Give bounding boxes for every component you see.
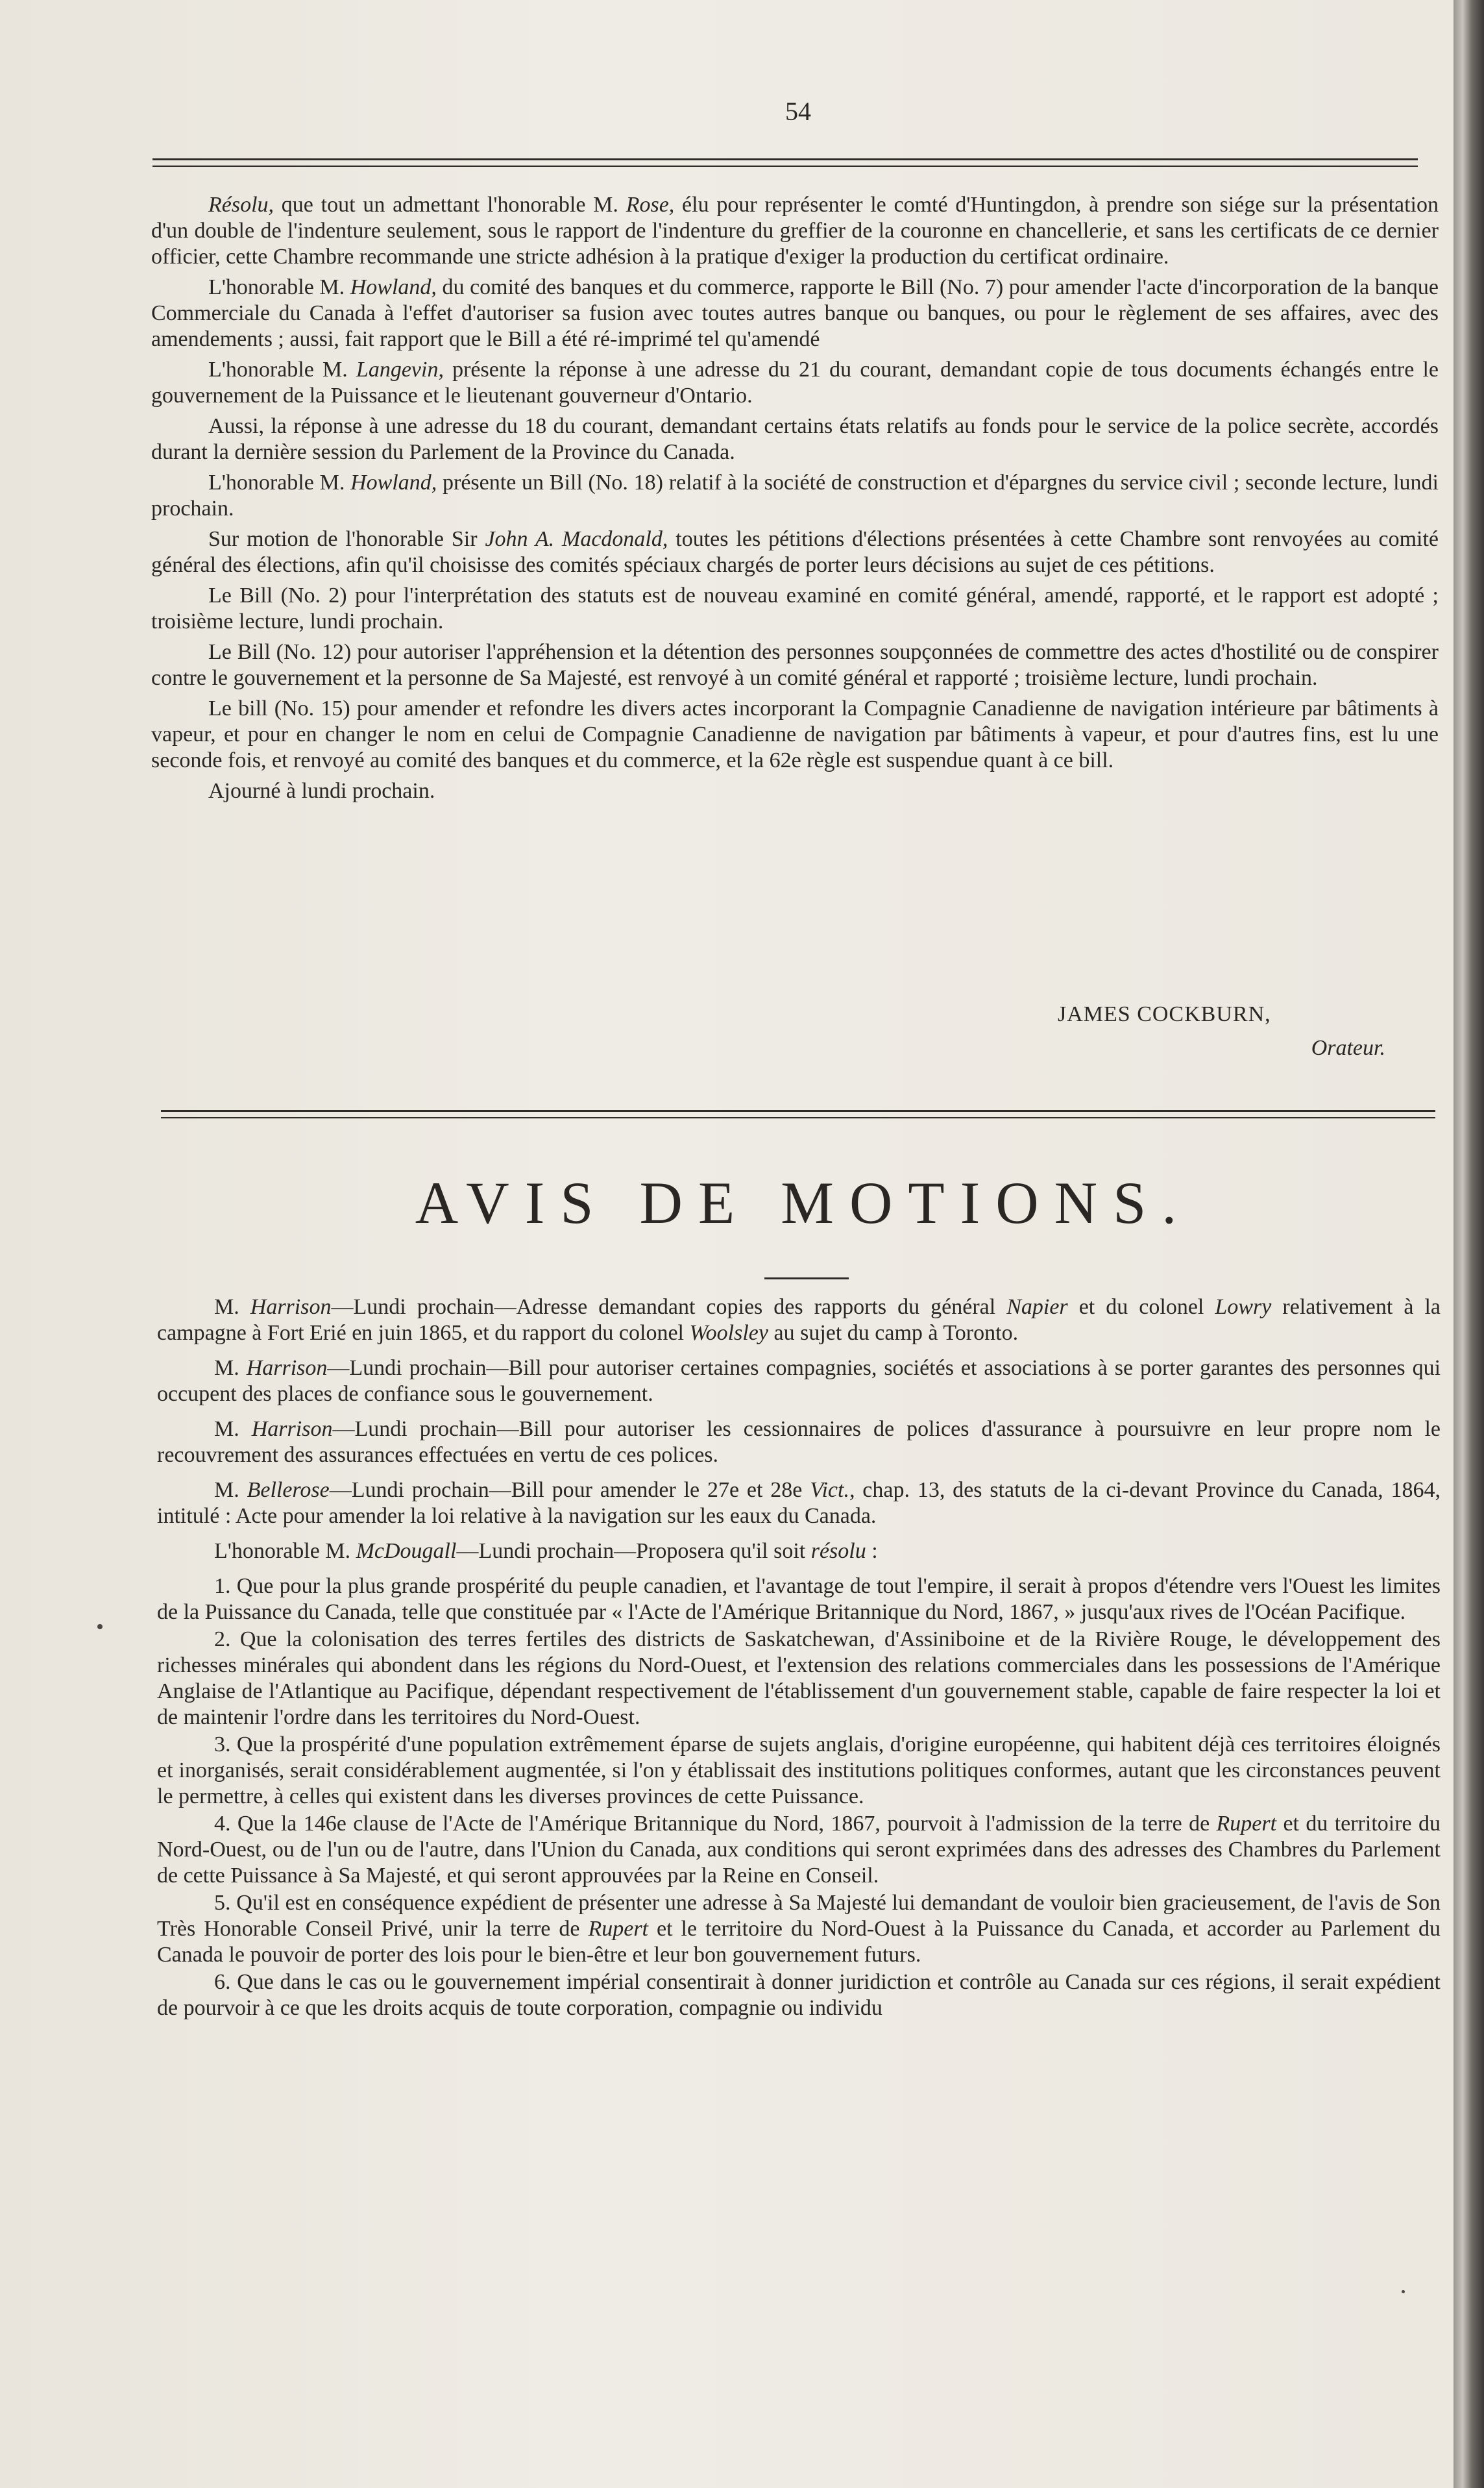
speaker-name: JAMES COCKBURN, <box>1058 1002 1271 1026</box>
paragraph-howland-report: L'honorable M. Howland, du comité des banques et du commerce, rapporte le Bill (No. 7) pour amender l'acte d'incorporation de la banque Commerciale du Canada à l'effet d'autoriser sa fusion avec toutes autres banque ou banques, ou pour le règlement de ses affaires, avec des amendements ; aussi, fait rapport que le Bill a été ré-imprimé tel qu'amendé <box>151 275 1439 351</box>
notices-heading: AVIS DE MOTIONS. <box>415 1170 1193 1236</box>
paragraph-bill-15: Le bill (No. 15) pour amender et refondre les divers actes incorporant la Compagnie Canadienne de navigation intérieure par bâtiments à vapeur, et pour en changer le nom en celui de Compagnie Canadienne de navigation par bâtiments à vapeur, et pour d'autres fins, est lu une seconde fois, et renvoyé au comité des banques et du commerce, et la 62e règle est suspendue quant à ce bill. <box>151 696 1439 772</box>
paragraph-adjourned: Ajourné à lundi prochain. <box>208 779 435 803</box>
paragraph-langevin-reply: L'honorable M. Langevin, présente la réponse à une adresse du 21 du courant, demandant copie de tous documents échangés entre le gouvernement de la Puissance et le lieutenant gouverneur d'Ontario. <box>151 358 1439 408</box>
notice-bellerose: M. Bellerose—Lundi prochain—Bill pour amender le 27e et 28e Vict., chap. 13, des statuts de la ci-devant Province du Canada, 1864, intitulé : Acte pour amender la loi relative à la navigation sur les eaux du Canada. <box>157 1478 1441 1528</box>
paragraph-bill-12: Le Bill (No. 12) pour autoriser l'appréhension et la détention des personnes soupçonnées de commettre des actes d'hostilité ou de conspirer contre le gouvernement et la personne de Sa Majesté, est renvoyé à un comité général et rapporté ; troisième lecture, lundi prochain. <box>151 640 1439 690</box>
paragraph-howland-bill: L'honorable M. Howland, présente un Bill (No. 18) relatif à la société de construction et d'épargnes du service civil ; seconde lecture, lundi prochain. <box>151 471 1439 521</box>
header-rule <box>152 158 1418 167</box>
ink-speck <box>1402 2290 1405 2293</box>
speaker-title: Orateur. <box>1311 1036 1385 1060</box>
resolution-4: 4. Que la 146e clause de l'Acte de l'Amérique Britannique du Nord, 1867, pourvoit à l'admission de la terre de Rupert et du territoire du Nord-Ouest, ou de l'un ou de l'autre, dans l'Union du Canada, aux conditions qui seront exprimées dans des adresses des Chambres du Parlement de cette Puissance à Sa Majesté, et qui seront approuvées par la Reine en Conseil. <box>157 1812 1441 1888</box>
notices-section <box>157 1294 1441 2023</box>
resolution-2: 2. Que la colonisation des terres fertiles des districts de Saskatchewan, d'Assiniboine et de la Rivière Rouge, le développement des richesses minérales qui abondent dans les régions du Nord-Ouest, et l'extension des relations commerciales dans les possessions de l'Amérique Anglaise de l'Atlantique au Pacifique, dépendant respectivement de l'établissement d'un gouvernement stable, capable de faire respecter la loi et de maintenir l'ordre dans les territoires du Nord-Ouest. <box>157 1627 1441 1729</box>
paragraph-resolution: Résolu, que tout un admettant l'honorable M. Rose, élu pour représenter le comté d'Huntingdon, à prendre son siége sur la présentation d'un double de l'indenture seulement, sous le rapport de l'indenture du greffier de la couronne en chancellerie, et sans les certificats de ce dernier officier, cette Chambre recommande une stricte adhésion à la pratique d'exiger la production du certificat ordinaire. <box>151 193 1439 269</box>
resolution-5: 5. Qu'il est en conséquence expédient de présenter une adresse à Sa Majesté lui demandant de vouloir bien gracieusement, de l'avis de Son Très Honorable Conseil Privé, unir la terre de Rupert et le territoire du Nord-Ouest à la Puissance du Canada, et accorder au Parlement du Canada le pouvoir de porter des lois pour le bien-être et leur bon gouvernement futurs. <box>157 1891 1441 1967</box>
resolution-3: 3. Que la prospérité d'une population extrêmement éparse de sujets anglais, d'origine européenne, qui habitent déjà ces territoires éloignés et inorganisés, serait considérablement augmentée, si l'on y établissait des institutions politiques conformes, autant que les circonstances peuvent le permettre, à celles qui existent dans les diverses provinces de cette Puissance. <box>157 1732 1441 1808</box>
ink-speck <box>97 1624 103 1629</box>
section-rule <box>161 1110 1435 1118</box>
paragraph-bill-2: Le Bill (No. 2) pour l'interprétation des statuts est de nouveau examiné en comité général, amendé, rapporté, et le rapport est adopté ; troisième lecture, lundi prochain. <box>151 584 1439 634</box>
heading-underline <box>764 1277 849 1279</box>
resolution-1: 1. Que pour la plus grande prospérité du peuple canadien, et l'avantage de tout l'empire, il serait à propos d'étendre vers l'Ouest les limites de la Puissance du Canada, telle que constituée par « l'Acte de l'Amérique Britannique du Nord, 1867, » jusqu'aux rives de l'Océan Pacifique. <box>157 1574 1441 1624</box>
paragraph-police-reply: Aussi, la réponse à une adresse du 18 du courant, demandant certains états relatifs au fonds pour le service de la police secrète, accordés durant la dernière session du Parlement de la Province du Canada. <box>151 414 1439 464</box>
minutes-section <box>151 192 1439 809</box>
page-edge-shadow <box>1454 0 1484 2488</box>
paragraph-macdonald-motion: Sur motion de l'honorable Sir John A. Macdonald, toutes les pétitions d'élections présentées à cette Chambre sont renvoyées au comité général des élections, afin qu'il choisisse des comités spéciaux chargés de porter leurs décisions au sujet de ces pétitions. <box>151 527 1439 577</box>
notice-harrison-garantes: M. Harrison—Lundi prochain—Bill pour autoriser certaines compagnies, sociétés et associations à se porter garantes des personnes qui occupent des places de confiance sous le gouvernement. <box>157 1356 1441 1406</box>
resolution-6: 6. Que dans le cas ou le gouvernement impérial consentirait à donner juridiction et contrôle au Canada sur ces régions, il serait expédient de pourvoir à ce que les droits acquis de toute corporation, compagnie ou individu <box>157 1970 1441 2020</box>
notice-harrison-adresse: M. Harrison—Lundi prochain—Adresse demandant copies des rapports du général Napier et du colonel Lowry relativement à la campagne à Fort Erié en juin 1865, et du rapport du colonel Woolsley au sujet du camp à Toronto. <box>157 1295 1441 1345</box>
notice-mcdougall: L'honorable M. McDougall—Lundi prochain—Proposera qu'il soit résolu : <box>214 1539 878 1563</box>
signature-block <box>993 998 1415 1065</box>
notice-harrison-assurances: M. Harrison—Lundi prochain—Bill pour autoriser les cessionnaires de polices d'assurance à poursuivre en leur propre nom le recouvrement des assurances effectuées en vertu de ces polices. <box>157 1417 1441 1467</box>
page-number: 54 <box>785 97 811 126</box>
